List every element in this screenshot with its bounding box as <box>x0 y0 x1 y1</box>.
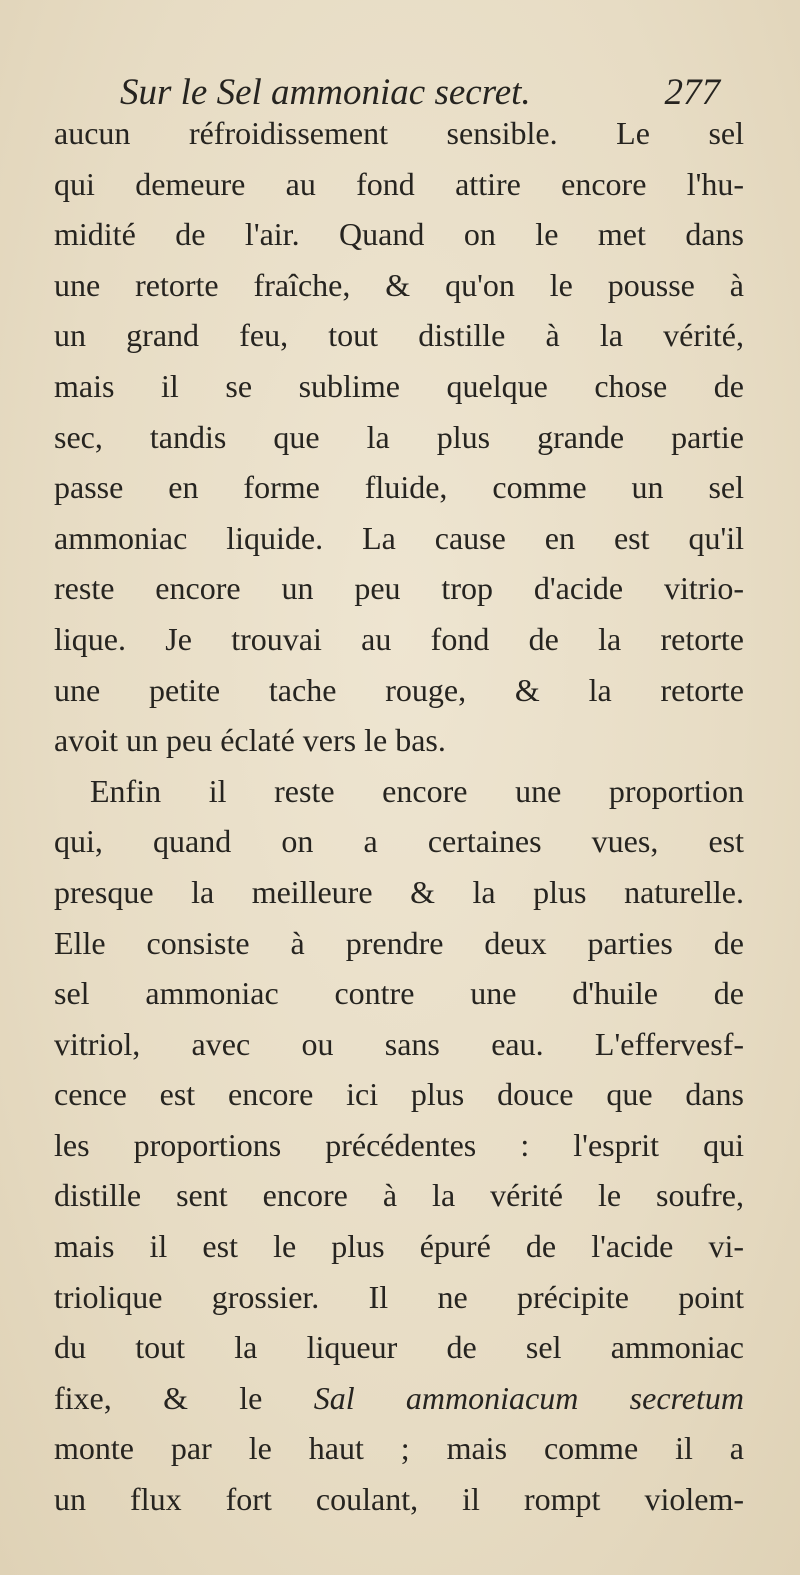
text-line: distille sent encore à la vérité le soufre, <box>54 1177 744 1214</box>
text-line: Enfin il reste encore une proportion <box>90 772 744 809</box>
text-line: reste encore un peu trop d'acide vitrio- <box>54 570 744 607</box>
text-line: aucun réfroidissement sensible. Le sel <box>54 115 744 151</box>
text-line: avoit un peu éclaté vers le bas. <box>54 722 446 759</box>
text-line: monte par le haut ; mais comme il a <box>54 1430 744 1467</box>
text-line: midité de l'air. Quand on le met dans <box>54 216 744 253</box>
text-line: une retorte fraîche, & qu'on le pousse à <box>54 266 744 303</box>
text-line: sel ammoniac contre une d'huile de <box>54 975 744 1012</box>
latin-term: Sal ammoniacum secretum <box>313 1379 745 1416</box>
text-line: mais il est le plus épuré de l'acide vi- <box>54 1228 744 1265</box>
text-line: mais il se sublime quelque chose de <box>54 367 744 404</box>
text-line: triolique grossier. Il ne précipite point <box>54 1278 744 1315</box>
text-line: un grand feu, tout distille à la vérité, <box>54 317 744 354</box>
text-line: cence est encore ici plus douce que dans <box>54 1076 744 1113</box>
running-title: Sur le Sel ammoniac secret. <box>120 72 531 113</box>
text-line: lique. Je trouvai au fond de la retorte <box>54 620 744 657</box>
text-line: qui demeure au fond attire encore l'hu- <box>54 165 744 202</box>
text-line: du tout la liqueur de sel ammoniac <box>54 1329 744 1366</box>
text-line: qui, quand on a certaines vues, est <box>54 823 744 860</box>
text-line: ammoniac liquide. La cause en est qu'il <box>54 519 744 556</box>
text-fragment: fixe, & le <box>54 1379 263 1416</box>
body-text <box>54 108 744 1525</box>
page-number: 277 <box>664 72 720 113</box>
text-line <box>54 1373 744 1424</box>
text-line: les proportions précédentes : l'esprit qui <box>54 1126 744 1163</box>
text-line: une petite tache rouge, & la retorte <box>54 671 744 708</box>
text-line: un flux fort coulant, il rompt violem- <box>54 1481 744 1518</box>
text-line: passe en forme fluide, comme un sel <box>54 469 744 506</box>
text-line: sec, tandis que la plus grande partie <box>54 418 744 455</box>
text-line: presque la meilleure & la plus naturelle. <box>54 873 744 910</box>
text-line: Elle consiste à prendre deux parties de <box>54 924 744 961</box>
text-line: vitriol, avec ou sans eau. L'effervesf- <box>54 1025 744 1062</box>
